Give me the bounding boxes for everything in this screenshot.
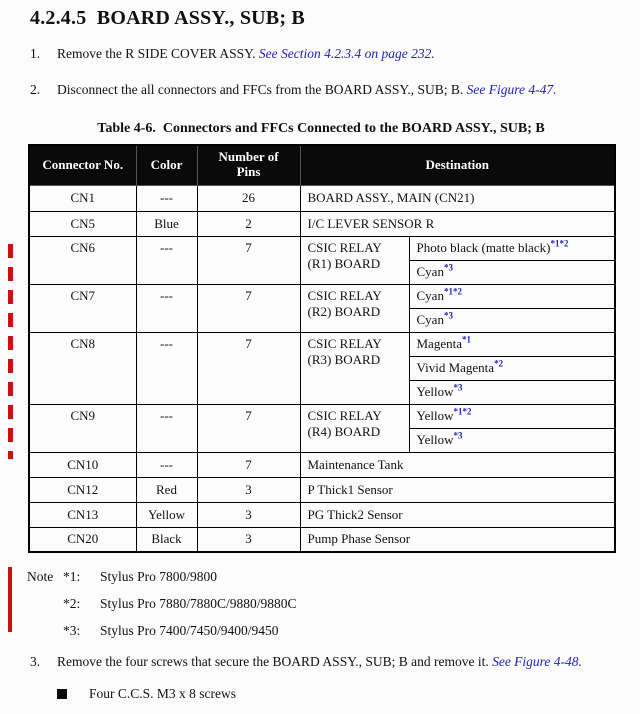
step-2 [30,79,640,100]
destination-board-cell: CSIC RELAY (R1) BOARD [300,236,409,284]
destination-cell: Pump Phase Sensor [300,527,615,552]
note-label-spacer [27,622,63,640]
ink-cell [409,356,615,380]
color-cell: --- [136,284,197,332]
note-line [27,622,640,640]
footnote-text: Stylus Pro 7800/9800 [100,569,218,584]
note-block [27,568,640,640]
ink-cell [409,332,615,356]
table-row [29,211,615,236]
color-cell: Yellow [136,502,197,527]
table-header-row [29,145,615,185]
ink-cell [409,308,615,332]
footnote-ref[interactable]: *3 [453,430,463,441]
ink-cell [409,428,615,452]
destination-board-cell: CSIC RELAY (R2) BOARD [300,284,409,332]
footnote-marker: *3: [63,623,81,638]
step-text [57,79,602,100]
footnote-ref[interactable]: *2 [494,358,504,369]
footnote-ref[interactable]: *1*2 [443,286,462,297]
ink-name: Photo black (matte black) [416,240,551,255]
header-number-of-pins [197,145,300,185]
table-row [29,404,615,428]
table-row [29,284,615,308]
screw-bullet-item [57,686,640,702]
ink-name: Cyan [416,264,444,279]
destination-cell: I/C LEVER SENSOR R [300,211,615,236]
destination-cell: PG Thick2 Sensor [300,502,615,527]
footnote-ref[interactable]: *1*2 [453,406,472,417]
pins-cell: 3 [197,477,300,502]
step-number: 1. [30,46,41,61]
connector-cell: CN6 [29,236,136,284]
color-cell: Blue [136,211,197,236]
footnote-ref[interactable]: *3 [443,262,453,273]
change-bar-solid [8,567,12,632]
ink-cell [409,236,615,260]
header-number-of-pins-label: Number of Pins [218,149,279,180]
ink-cell [409,380,615,404]
footnote-marker: *1: [63,569,81,584]
note-label-spacer [27,595,63,613]
connector-cell: CN5 [29,211,136,236]
connector-cell: CN12 [29,477,136,502]
see-section-link[interactable]: See Section 4.2.3.4 on page 232. [258,46,435,61]
pins-cell: 7 [197,404,300,452]
destination-cell: P Thick1 Sensor [300,477,615,502]
color-cell: Black [136,527,197,552]
see-figure-4-48-link[interactable]: See Figure 4-48. [492,654,582,669]
pins-cell: 3 [197,527,300,552]
table-row [29,502,615,527]
footnote-ref[interactable]: *3 [453,382,463,393]
connector-cell: CN9 [29,404,136,452]
footnote-ref[interactable]: *1*2 [550,238,569,249]
section-heading: 4.2.4.5 BOARD ASSY., SUB; B [30,7,305,29]
note-line [27,568,640,586]
footnote-text: Stylus Pro 7400/7450/9400/9450 [100,623,279,638]
step-instruction: Disconnect the all connectors and FFCs from the BOARD ASSY., SUB; B. [57,82,467,97]
connector-table [28,144,616,553]
pins-cell: 3 [197,502,300,527]
square-bullet-icon [57,689,67,699]
step-text [57,43,602,64]
step-number: 3. [30,654,41,669]
footnote-ref[interactable]: *1 [461,334,471,345]
pins-cell: 7 [197,236,300,284]
step-instruction: Remove the R SIDE COVER ASSY. [57,46,259,61]
footnote-marker: *2: [63,596,81,611]
screw-spec-text: Four C.C.S. M3 x 8 screws [89,686,237,701]
ink-cell [409,284,615,308]
header-color: Color [136,145,197,185]
color-cell: --- [136,236,197,284]
table-row [29,185,615,211]
ink-name: Yellow [416,432,454,447]
ink-cell [409,404,615,428]
table-row [29,452,615,477]
ink-name: Cyan [416,288,444,303]
table-row [29,477,615,502]
header-connector-no: Connector No. [29,145,136,185]
ink-name: Yellow [416,384,454,399]
see-figure-4-47-link[interactable]: See Figure 4-47. [466,82,557,97]
color-cell: Red [136,477,197,502]
ink-name: Cyan [416,312,444,327]
ink-name: Magenta [416,336,462,351]
pins-cell: 7 [197,332,300,404]
table-row [29,527,615,552]
pins-cell: 7 [197,284,300,332]
connector-cell: CN13 [29,502,136,527]
color-cell: --- [136,332,197,404]
destination-board-cell: CSIC RELAY (R3) BOARD [300,332,409,404]
footnote-ref[interactable]: *3 [443,310,453,321]
color-cell: --- [136,185,197,211]
destination-board-cell: CSIC RELAY (R4) BOARD [300,404,409,452]
step-3 [30,651,640,672]
pins-cell: 2 [197,211,300,236]
connector-cell: CN20 [29,527,136,552]
note-label: Note [27,569,54,584]
pins-cell: 7 [197,452,300,477]
destination-cell: BOARD ASSY., MAIN (CN21) [300,185,615,211]
ink-name: Yellow [416,408,454,423]
step-1 [30,43,640,64]
table-row [29,236,615,260]
connector-cell: CN10 [29,452,136,477]
ink-cell [409,260,615,284]
step-instruction: Remove the four screws that secure the BOARD ASSY., SUB; B and remove it. [57,654,493,669]
color-cell: --- [136,404,197,452]
connector-cell: CN8 [29,332,136,404]
table-row [29,332,615,356]
table-caption: Table 4-6. Connectors and FFCs Connected to the BOARD ASSY., SUB; B [97,121,545,136]
pins-cell: 26 [197,185,300,211]
header-destination: Destination [300,145,615,185]
ink-name: Vivid Magenta [416,360,495,375]
destination-cell: Maintenance Tank [300,452,615,477]
connector-cell: CN7 [29,284,136,332]
step-text [57,651,602,672]
step-number: 2. [30,82,41,97]
change-bar-dashed [8,244,13,459]
connector-cell: CN1 [29,185,136,211]
color-cell: --- [136,452,197,477]
note-line [27,595,640,613]
footnote-text: Stylus Pro 7880/7880C/9880/9880C [100,596,297,611]
